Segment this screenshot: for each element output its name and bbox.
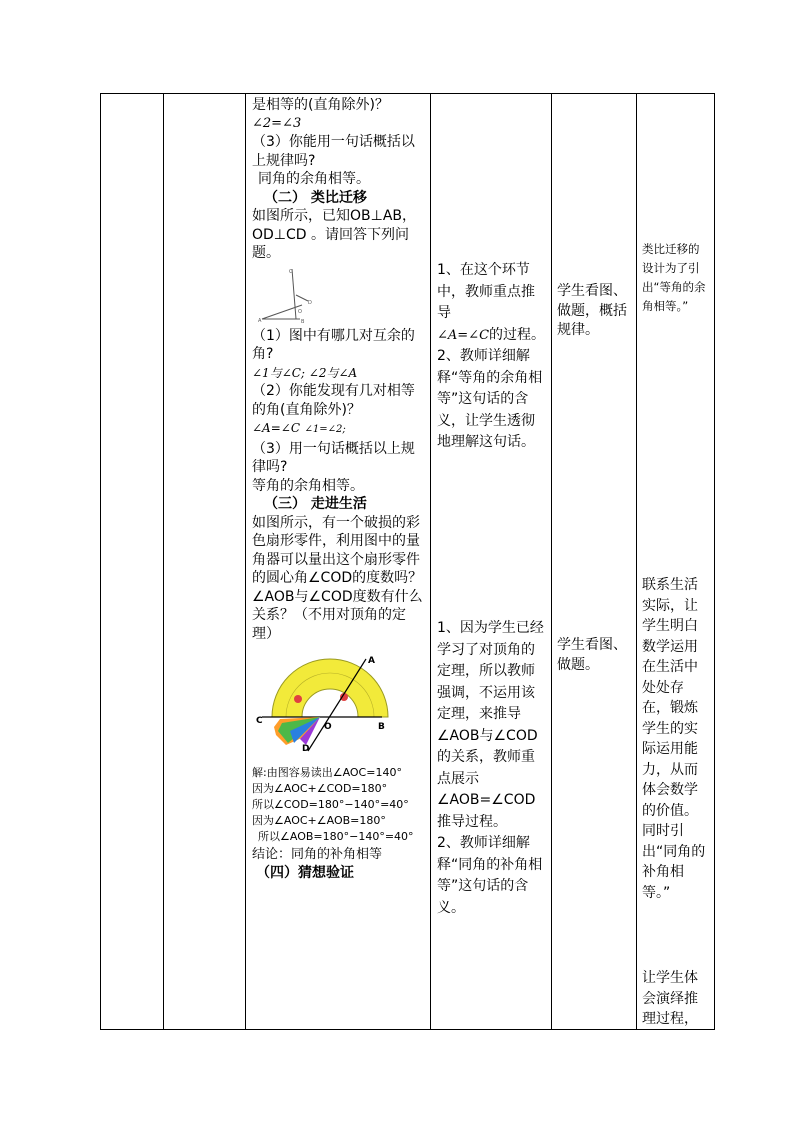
content-line: （1）图中有哪几对互余的角? — [252, 327, 415, 362]
design-cell-1 — [642, 240, 710, 316]
column-divider — [551, 93, 552, 1030]
column-divider — [636, 93, 637, 1030]
solution-line: 解:由图容易读出∠AOC=140° — [252, 766, 402, 779]
teacher-text: 的过程。 — [489, 326, 546, 343]
content-line: ∠1与∠C; ∠2与∠A — [252, 365, 358, 380]
teacher-text: 1、因为学生已经学习了对顶角的定理，所以教师强调，不运用该定理，来推导∠AOB与∠COD的关系，教师重点展示∠AOB=∠COD推导过程。 — [437, 620, 544, 830]
figure-label-c: C — [256, 716, 263, 726]
design-text: 让学生体会演绎推理过程， — [642, 970, 698, 1027]
content-line: 等角的余角相等。 — [252, 477, 364, 494]
content-cell — [252, 96, 426, 883]
figure-label-o: O — [324, 722, 332, 732]
figure-label-a: A — [368, 656, 375, 666]
figure-label-d: D — [308, 299, 312, 306]
column-divider — [245, 93, 246, 1030]
student-text: 学生看图、做题。 — [557, 637, 627, 673]
teacher-formula: ∠A=∠C — [437, 327, 490, 343]
teacher-text: 2、教师详细解释“等角的余角相等”这句话的含义，让学生透彻地理解这句话。 — [437, 348, 543, 450]
student-cell-2 — [557, 636, 633, 675]
content-line: 如图所示，已知OB⊥AB，OD⊥CD 。请回答下列问题。 — [252, 208, 417, 261]
content-line: ∠1=∠2; — [304, 424, 346, 435]
conclusion-line: 结论：同角的补角相等 — [252, 847, 383, 862]
design-text: 联系生活实际，让学生明白数学运用在生活中处处存在，锻炼学生的实际运用能力，从而体会数学的价值。同时引出“同角的补角相等。” — [642, 577, 706, 901]
content-line: ∠2=∠3 — [252, 115, 302, 131]
solution-block — [252, 765, 426, 864]
section-title: （二） 类比迁移 — [264, 189, 367, 206]
content-line: （3）你能用一句话概括以上规律吗? — [252, 134, 415, 169]
teacher-cell-1 — [437, 260, 547, 454]
figure-label-a: A — [258, 317, 262, 324]
design-cell-2 — [642, 575, 710, 903]
teacher-cell-2 — [437, 618, 547, 919]
solution-line: 所以∠COD=180°−140°=40° — [252, 798, 409, 811]
design-cell-3 — [642, 968, 710, 1030]
figure-label-d: D — [302, 744, 310, 753]
column-divider — [430, 93, 431, 1030]
solution-line: 因为∠AOC+∠AOB=180° — [252, 814, 386, 827]
content-line: 是相等的(直角除外)？ — [252, 97, 389, 113]
student-cell-1 — [557, 282, 633, 341]
solution-line: 因为∠AOC+∠COD=180° — [252, 782, 388, 795]
solution-line: 所以∠AOB=180°−140°=40° — [258, 830, 414, 843]
content-line: 同角的余角相等。 — [258, 171, 370, 187]
figure-label-b: B — [301, 318, 305, 325]
right-angle-figure — [252, 267, 426, 327]
content-line: ∠A=∠C — [252, 421, 301, 435]
student-text: 学生看图、做题，概括规律。 — [557, 283, 627, 338]
content-line: （2）你能发现有几对相等的角(直角除外)？ — [252, 383, 415, 418]
figure-label-o: O — [298, 308, 302, 315]
figure-label-b: B — [378, 722, 385, 732]
teacher-text: 2、教师详细解释“同角的补角相等”这句话的含义。 — [437, 835, 543, 916]
teacher-text: 1、在这个环节中，教师重点推导 — [437, 262, 535, 321]
design-text: 类比迁移的设计为了引出“等角的余角相等。” — [642, 242, 706, 313]
content-line: （3）用一句话概括以上规律吗? — [252, 440, 415, 475]
protractor-figure — [252, 653, 426, 753]
section-title: （三） 走进生活 — [264, 496, 367, 512]
section-title: （四）猜想验证 — [256, 865, 354, 881]
figure-label-c: C — [289, 268, 293, 275]
column-divider — [163, 93, 164, 1030]
content-line: 如图所示，有一个破损的彩色扇形零件，利用图中的量角器可以量出这个扇形零件的圆心角∠COD的度数吗？∠AOB与∠COD度数有什么关系？（不用对顶角的定理） — [252, 514, 423, 642]
